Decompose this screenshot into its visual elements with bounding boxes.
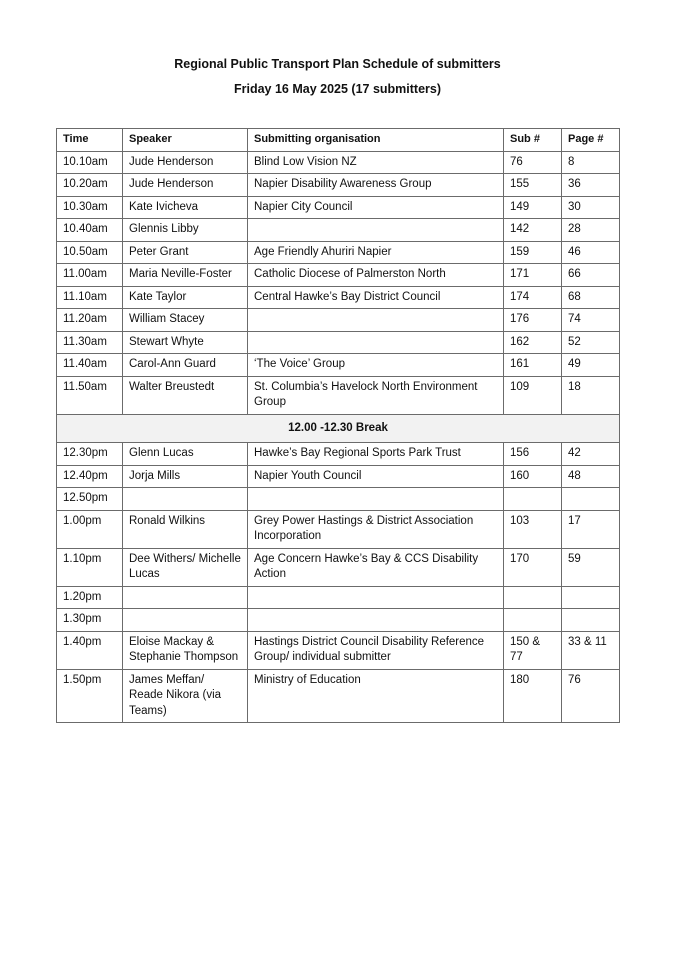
cell-page: 74	[562, 309, 620, 332]
break-row	[57, 414, 620, 443]
cell-time: 10.20am	[57, 174, 123, 197]
cell-page: 36	[562, 174, 620, 197]
cell-speaker: Ronald Wilkins	[123, 510, 248, 548]
cell-speaker: Jude Henderson	[123, 174, 248, 197]
break-section	[57, 414, 620, 443]
table-row	[57, 151, 620, 174]
cell-speaker	[123, 488, 248, 511]
cell-time: 10.10am	[57, 151, 123, 174]
cell-speaker: Kate Taylor	[123, 286, 248, 309]
cell-organisation: ‘The Voice’ Group	[248, 354, 504, 377]
cell-speaker	[123, 586, 248, 609]
cell-page	[562, 586, 620, 609]
cell-sub: 155	[504, 174, 562, 197]
schedule-table	[56, 128, 620, 723]
table-row	[57, 354, 620, 377]
cell-sub	[504, 586, 562, 609]
cell-time: 1.50pm	[57, 669, 123, 723]
cell-sub: 156	[504, 443, 562, 466]
cell-time: 12.30pm	[57, 443, 123, 466]
cell-speaker: Carol-Ann Guard	[123, 354, 248, 377]
cell-organisation: Napier Disability Awareness Group	[248, 174, 504, 197]
cell-organisation	[248, 331, 504, 354]
column-header-time: Time	[57, 129, 123, 152]
cell-organisation	[248, 219, 504, 242]
cell-organisation: Hastings District Council Disability Reference Group/ individual submitter	[248, 631, 504, 669]
cell-organisation: St. Columbia’s Havelock North Environment Group	[248, 376, 504, 414]
table-header-row	[57, 129, 620, 152]
column-header-speaker: Speaker	[123, 129, 248, 152]
cell-organisation	[248, 609, 504, 632]
table-row	[57, 309, 620, 332]
cell-sub: 160	[504, 465, 562, 488]
table-row	[57, 376, 620, 414]
cell-speaker: Kate Ivicheva	[123, 196, 248, 219]
table-row	[57, 264, 620, 287]
cell-organisation: Hawke’s Bay Regional Sports Park Trust	[248, 443, 504, 466]
table-row	[57, 586, 620, 609]
cell-sub: 76	[504, 151, 562, 174]
cell-sub: 170	[504, 548, 562, 586]
cell-sub: 171	[504, 264, 562, 287]
cell-sub	[504, 609, 562, 632]
cell-page: 49	[562, 354, 620, 377]
cell-time: 10.50am	[57, 241, 123, 264]
table-row	[57, 548, 620, 586]
cell-sub: 150 & 77	[504, 631, 562, 669]
cell-organisation: Grey Power Hastings & District Association Incorporation	[248, 510, 504, 548]
cell-time: 1.00pm	[57, 510, 123, 548]
rows-after-break	[57, 443, 620, 723]
cell-organisation	[248, 488, 504, 511]
cell-speaker: William Stacey	[123, 309, 248, 332]
cell-sub: 142	[504, 219, 562, 242]
cell-time: 1.20pm	[57, 586, 123, 609]
cell-time: 11.10am	[57, 286, 123, 309]
cell-organisation: Blind Low Vision NZ	[248, 151, 504, 174]
cell-sub: 162	[504, 331, 562, 354]
table-row	[57, 465, 620, 488]
table-row	[57, 669, 620, 723]
cell-page: 68	[562, 286, 620, 309]
cell-time: 11.40am	[57, 354, 123, 377]
cell-speaker	[123, 609, 248, 632]
cell-organisation: Napier Youth Council	[248, 465, 504, 488]
table-row	[57, 443, 620, 466]
cell-organisation: Ministry of Education	[248, 669, 504, 723]
table-row	[57, 241, 620, 264]
cell-organisation: Catholic Diocese of Palmerston North	[248, 264, 504, 287]
cell-sub: 174	[504, 286, 562, 309]
cell-sub: 109	[504, 376, 562, 414]
cell-speaker: Eloise Mackay & Stephanie Thompson	[123, 631, 248, 669]
cell-page: 18	[562, 376, 620, 414]
cell-time: 11.50am	[57, 376, 123, 414]
cell-organisation: Napier City Council	[248, 196, 504, 219]
cell-time: 1.40pm	[57, 631, 123, 669]
cell-time: 1.10pm	[57, 548, 123, 586]
cell-sub: 103	[504, 510, 562, 548]
cell-organisation: Age Concern Hawke’s Bay & CCS Disability Action	[248, 548, 504, 586]
cell-sub: 159	[504, 241, 562, 264]
cell-organisation	[248, 586, 504, 609]
cell-speaker: James Meffan/ Reade Nikora (via Teams)	[123, 669, 248, 723]
cell-sub: 149	[504, 196, 562, 219]
cell-organisation: Central Hawke’s Bay District Council	[248, 286, 504, 309]
break-label: 12.00 -12.30 Break	[57, 414, 620, 443]
table-row	[57, 286, 620, 309]
cell-speaker: Peter Grant	[123, 241, 248, 264]
column-header-page: Page #	[562, 129, 620, 152]
cell-speaker: Glennis Libby	[123, 219, 248, 242]
cell-page: 42	[562, 443, 620, 466]
cell-time: 11.30am	[57, 331, 123, 354]
cell-sub: 161	[504, 354, 562, 377]
cell-time: 10.40am	[57, 219, 123, 242]
table-row	[57, 631, 620, 669]
cell-sub: 180	[504, 669, 562, 723]
cell-speaker: Maria Neville-Foster	[123, 264, 248, 287]
cell-organisation: Age Friendly Ahuriri Napier	[248, 241, 504, 264]
cell-sub	[504, 488, 562, 511]
table-row	[57, 331, 620, 354]
table-row	[57, 488, 620, 511]
cell-page: 30	[562, 196, 620, 219]
cell-time: 1.30pm	[57, 609, 123, 632]
table-row	[57, 609, 620, 632]
cell-page: 76	[562, 669, 620, 723]
cell-time: 10.30am	[57, 196, 123, 219]
table-row	[57, 196, 620, 219]
cell-speaker: Dee Withers/ Michelle Lucas	[123, 548, 248, 586]
cell-page: 17	[562, 510, 620, 548]
cell-page: 66	[562, 264, 620, 287]
cell-page: 8	[562, 151, 620, 174]
cell-speaker: Jude Henderson	[123, 151, 248, 174]
rows-before-break	[57, 151, 620, 414]
table-row	[57, 174, 620, 197]
cell-page: 59	[562, 548, 620, 586]
cell-speaker: Jorja Mills	[123, 465, 248, 488]
column-header-sub: Sub #	[504, 129, 562, 152]
table-row	[57, 510, 620, 548]
document-title: Regional Public Transport Plan Schedule of submitters	[174, 57, 501, 71]
table-row	[57, 219, 620, 242]
cell-time: 11.20am	[57, 309, 123, 332]
column-header-organisation: Submitting organisation	[248, 129, 504, 152]
cell-page: 52	[562, 331, 620, 354]
cell-sub: 176	[504, 309, 562, 332]
cell-page	[562, 609, 620, 632]
cell-page	[562, 488, 620, 511]
cell-organisation	[248, 309, 504, 332]
cell-speaker: Walter Breustedt	[123, 376, 248, 414]
cell-page: 28	[562, 219, 620, 242]
cell-page: 48	[562, 465, 620, 488]
cell-time: 12.40pm	[57, 465, 123, 488]
cell-speaker: Stewart Whyte	[123, 331, 248, 354]
cell-page: 46	[562, 241, 620, 264]
cell-time: 12.50pm	[57, 488, 123, 511]
cell-time: 11.00am	[57, 264, 123, 287]
cell-speaker: Glenn Lucas	[123, 443, 248, 466]
document-subtitle: Friday 16 May 2025 (17 submitters)	[233, 82, 442, 96]
cell-page: 33 & 11	[562, 631, 620, 669]
